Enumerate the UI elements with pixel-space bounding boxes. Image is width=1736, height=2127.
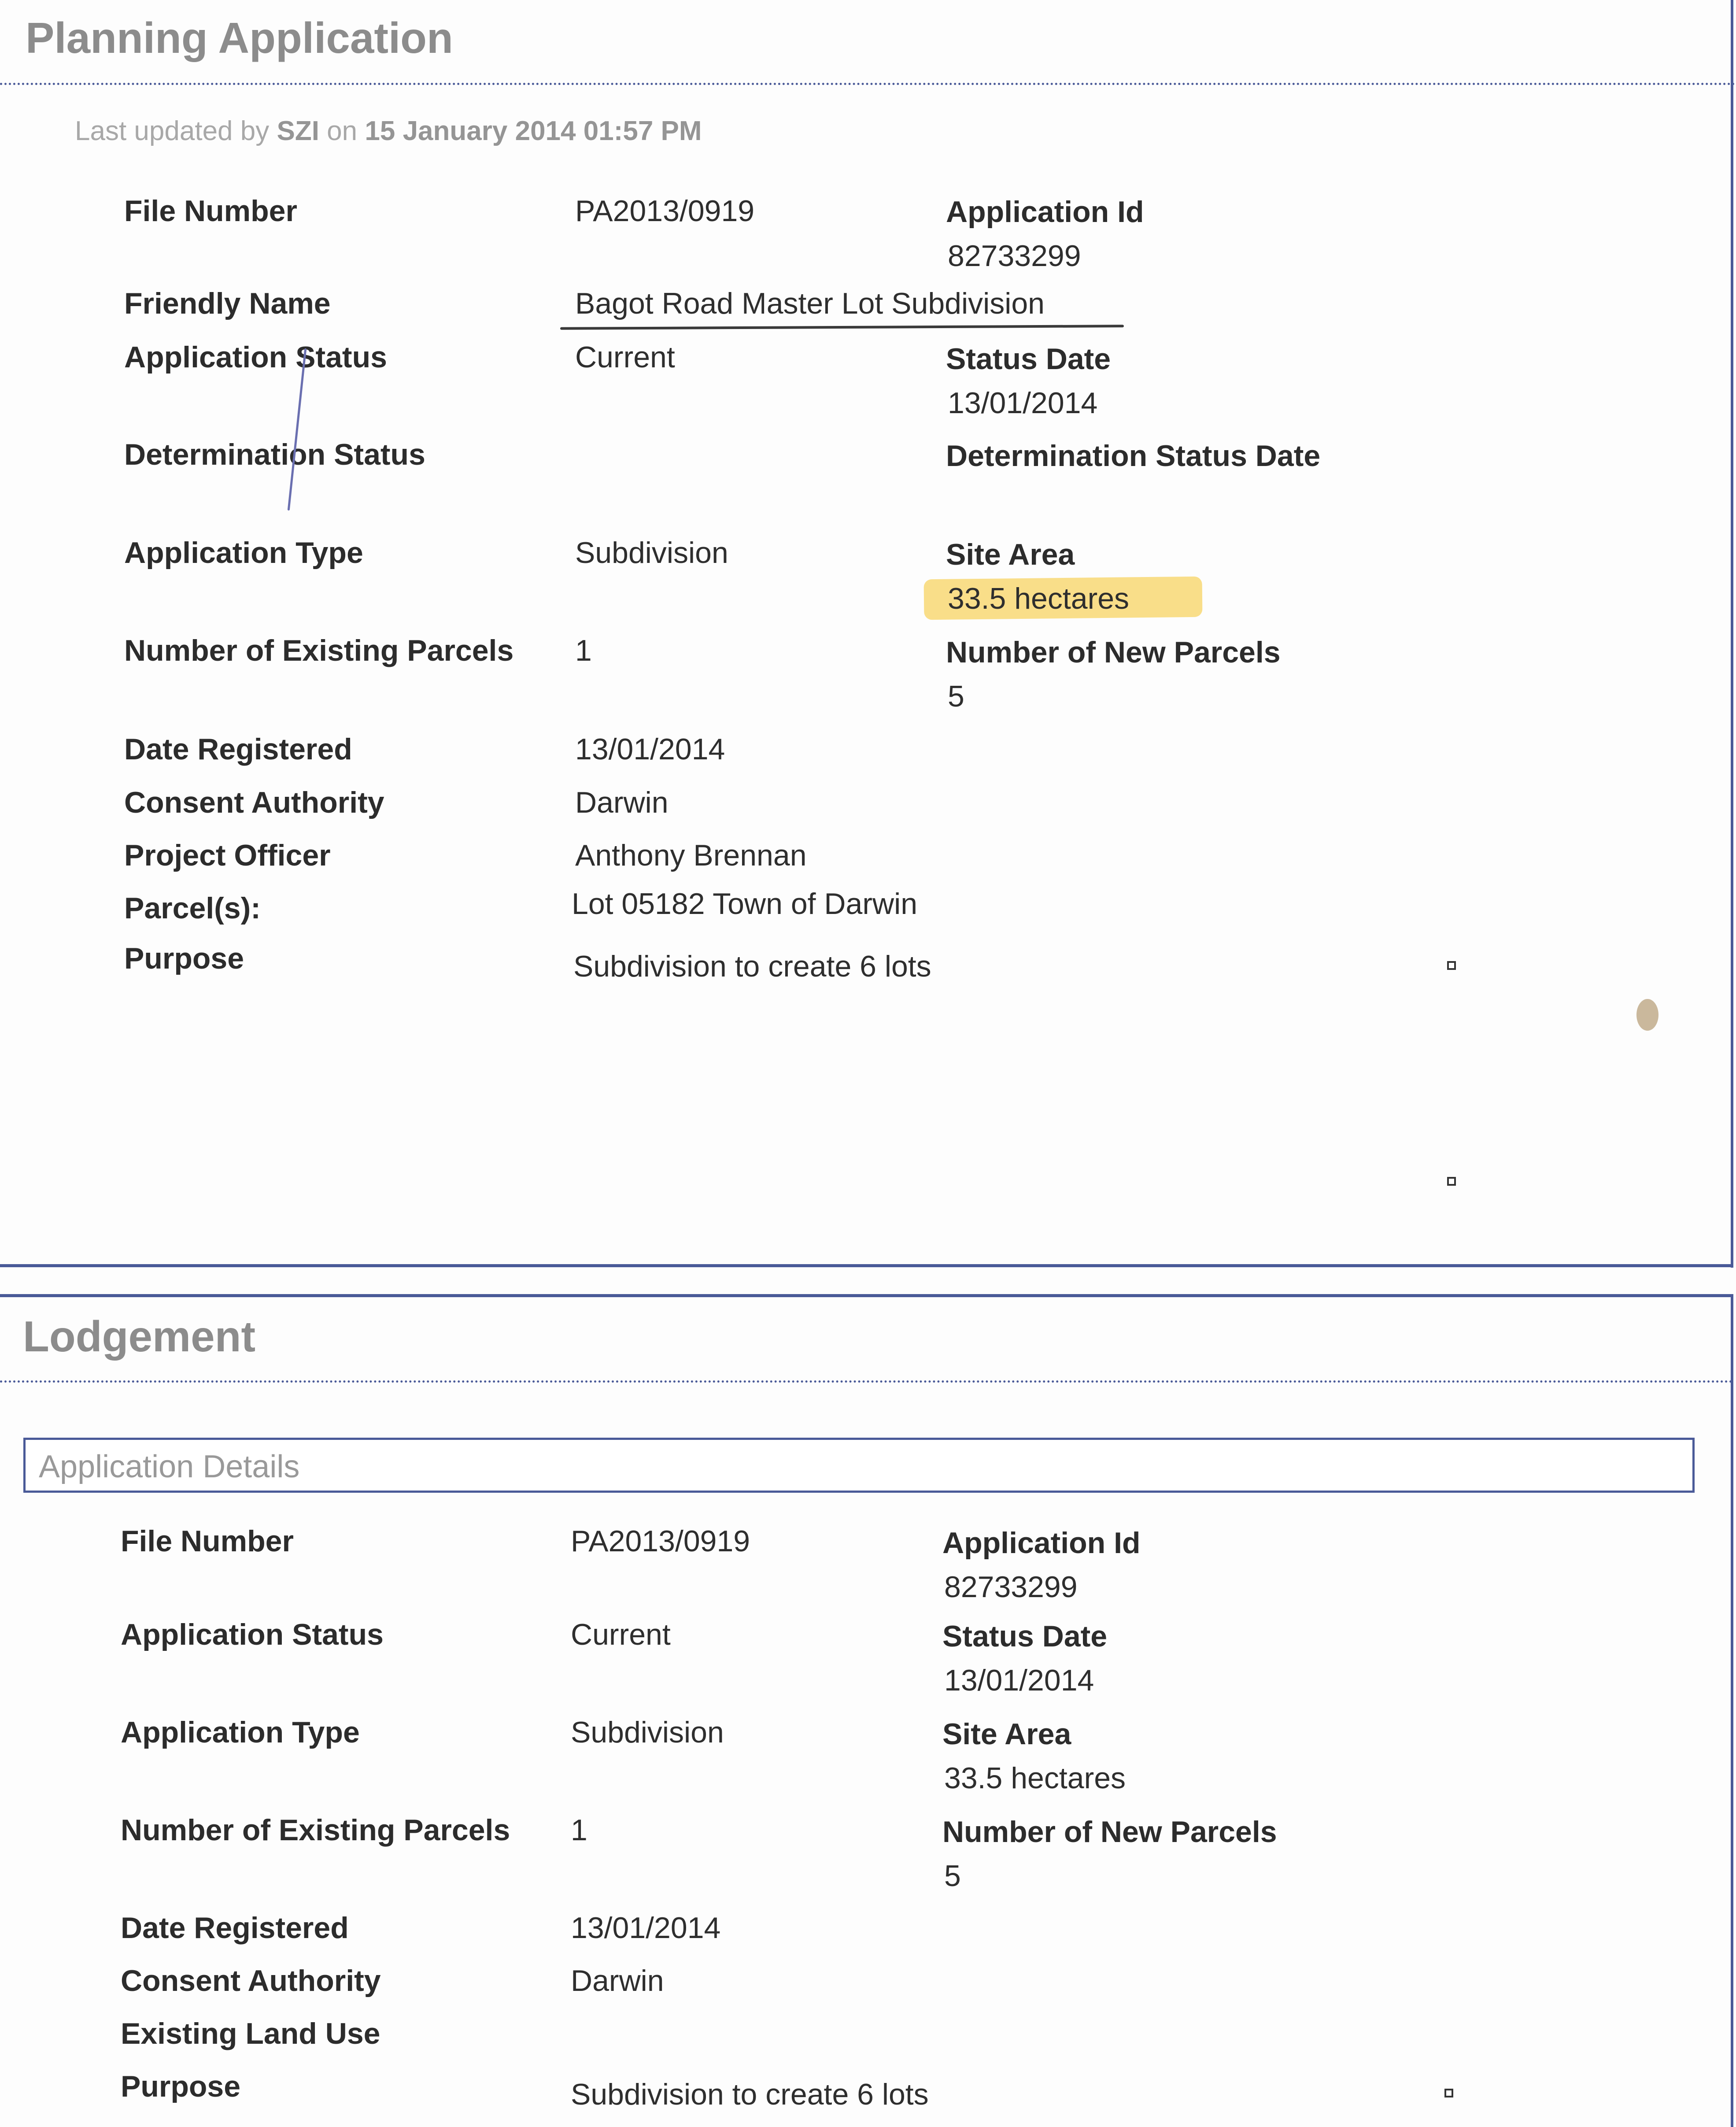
application-type-label: Application Type [124,536,363,570]
consent-authority-value: Darwin [575,786,669,819]
lodgement-existing-parcels-label: Number of Existing Parcels [121,1813,510,1847]
lodgement-application-status-label: Application Status [121,1618,384,1651]
lodgement-new-parcels-value: 5 [944,1859,961,1893]
application-id-value: 82733299 [948,239,1081,273]
parcels-value: Lot 05182 Town of Darwin [572,887,918,921]
date-registered-label: Date Registered [124,732,352,766]
lodgement-panel-top-border [0,1294,1733,1297]
new-parcels-label: Number of New Parcels [946,636,1281,669]
friendly-name-label: Friendly Name [124,287,331,320]
status-date-label: Status Date [946,342,1111,376]
file-number-label: File Number [124,194,297,228]
paper-stain [1636,999,1658,1031]
lodgement-file-number-value: PA2013/0919 [571,1524,750,1558]
planning-panel-title: Planning Application [26,14,453,62]
purpose-value: Subdivision to create 6 lots [573,950,931,983]
ink-underline-mark [560,325,1124,330]
determination-status-label: Determination Status [124,438,425,471]
planning-panel-right-border [1731,0,1733,1268]
file-number-value: PA2013/0919 [575,194,755,228]
application-details-header [23,1438,1695,1493]
last-updated-prefix: Last updated by [75,116,270,146]
lodgement-scroll-marker [1444,2089,1453,2097]
scroll-marker-bottom [1447,1177,1456,1186]
lodgement-date-registered-label: Date Registered [121,1911,349,1945]
application-id-label: Application Id [946,195,1144,229]
application-status-value: Current [575,340,675,374]
new-parcels-value: 5 [948,680,964,713]
application-type-value: Subdivision [575,536,728,570]
last-updated-line [75,115,702,147]
application-details-title: Application Details [39,1449,300,1484]
planning-title-divider [0,83,1736,85]
lodgement-application-id-label: Application Id [942,1526,1141,1560]
date-registered-value: 13/01/2014 [575,732,725,766]
lodgement-new-parcels-label: Number of New Parcels [942,1815,1277,1849]
purpose-label: Purpose [124,942,244,975]
status-date-value: 13/01/2014 [948,386,1098,420]
lodgement-file-number-label: File Number [121,1524,294,1558]
lodgement-site-area-label: Site Area [942,1717,1071,1751]
lodgement-date-registered-value: 13/01/2014 [571,1911,721,1945]
parcels-label: Parcel(s): [124,891,261,925]
lodgement-panel-right-border [1731,1294,1733,2127]
project-officer-value: Anthony Brennan [575,839,807,872]
lodgement-application-type-value: Subdivision [571,1716,724,1749]
last-updated-user: SZI [277,116,319,146]
existing-parcels-value: 1 [575,634,592,667]
determination-status-date-label: Determination Status Date [946,439,1321,473]
planning-panel-bottom-border [0,1264,1733,1267]
existing-parcels-label: Number of Existing Parcels [124,634,514,667]
site-area-value: 33.5 hectares [948,582,1130,615]
lodgement-panel-title: Lodgement [23,1312,256,1361]
consent-authority-label: Consent Authority [124,786,384,819]
lodgement-purpose-value: Subdivision to create 6 lots [571,2078,929,2111]
lodgement-application-status-value: Current [571,1618,671,1651]
friendly-name-value: Bagot Road Master Lot Subdivision [575,287,1045,320]
lodgement-consent-authority-label: Consent Authority [121,1964,381,1998]
lodgement-consent-authority-value: Darwin [571,1964,664,1998]
lodgement-existing-parcels-value: 1 [571,1813,587,1847]
lodgement-application-id-value: 82733299 [944,1570,1078,1604]
lodgement-purpose-label: Purpose [121,2070,241,2103]
scroll-marker-top [1447,961,1456,970]
application-status-label: Application Status [124,340,387,374]
lodgement-status-date-value: 13/01/2014 [944,1664,1094,1697]
lodgement-status-date-label: Status Date [942,1620,1108,1653]
site-area-label: Site Area [946,538,1075,571]
last-updated-on: on [327,116,358,146]
lodgement-title-divider [0,1380,1733,1383]
last-updated-datetime: 15 January 2014 01:57 PM [365,116,702,146]
project-officer-label: Project Officer [124,839,331,872]
lodgement-site-area-value: 33.5 hectares [944,1761,1126,1795]
existing-land-use-label: Existing Land Use [121,2017,380,2050]
lodgement-application-type-label: Application Type [121,1716,360,1749]
